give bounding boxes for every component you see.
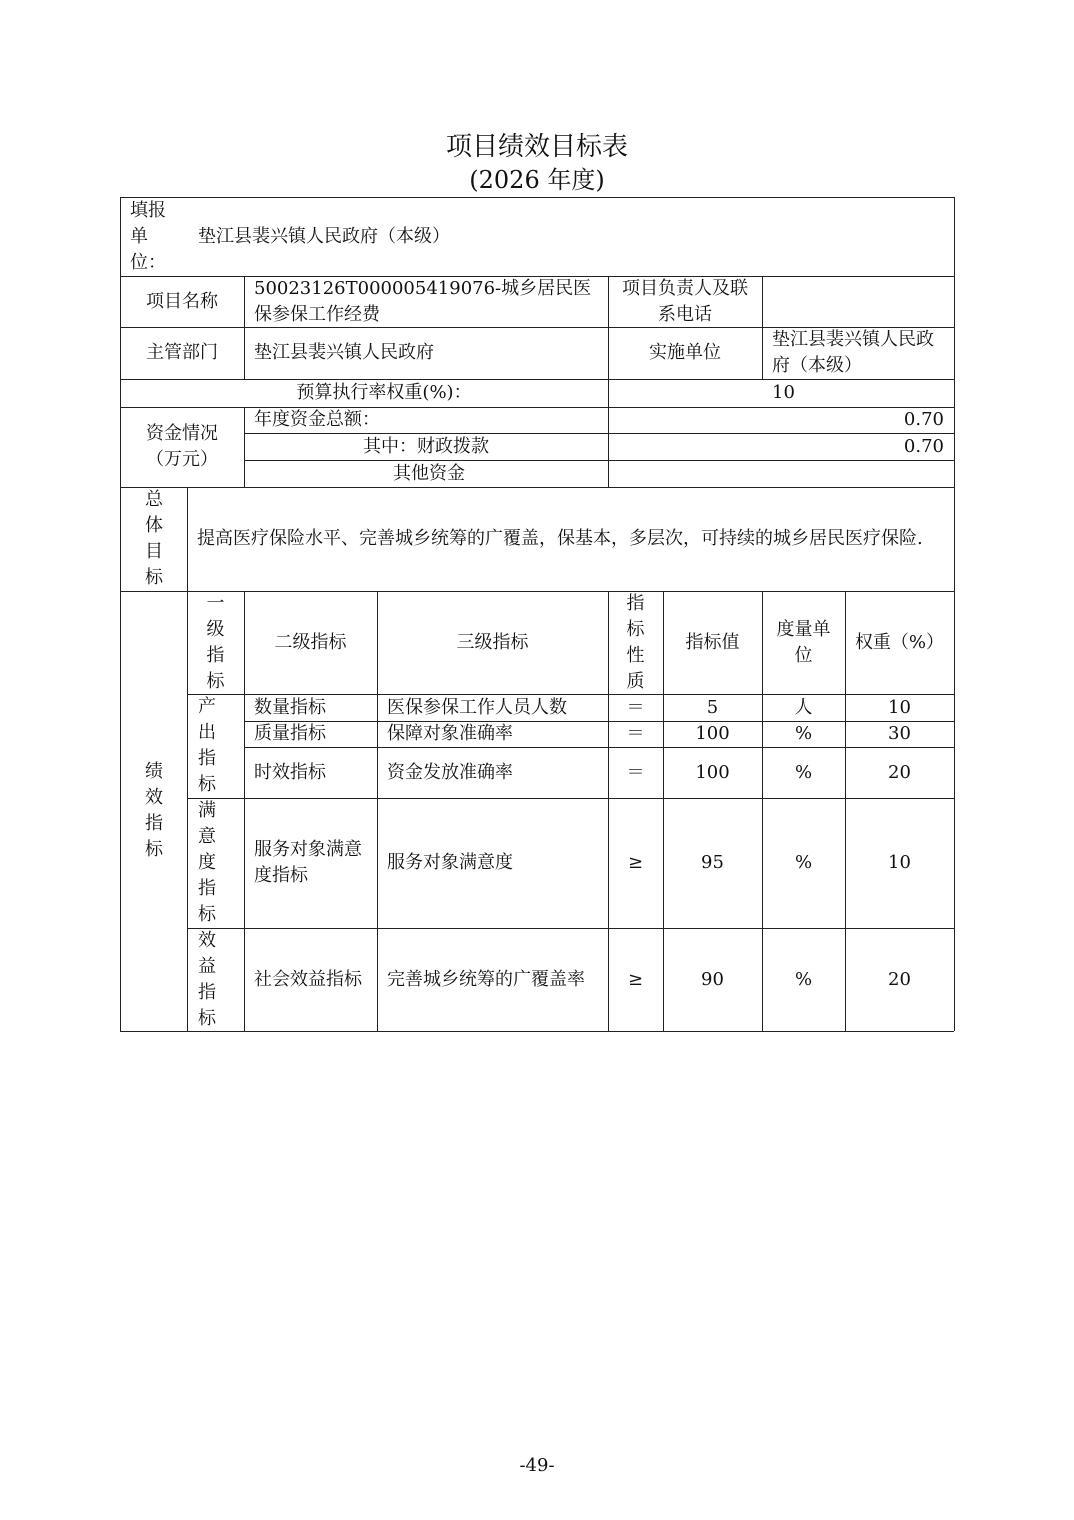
funds-total-label: 年度资金总额： [254,409,380,430]
row-level2: 服务对象满意度指标 [254,839,362,886]
row-level2: 质量指标 [254,723,326,744]
fill-unit-label: 填报单位： [130,199,166,273]
row-value: 90 [701,968,724,990]
row-value: 95 [701,852,724,873]
row-nature: ＝ [626,723,645,744]
page-subtitle: (2026 年度) [469,166,605,194]
page-number: -49- [519,1455,555,1476]
header-nature: 指标性质 [626,592,645,692]
row-level2: 数量指标 [254,696,326,718]
goal-text: 提高医疗保险水平、完善城乡统筹的广覆盖，保基本，多层次，可持续的城乡居民医疗保险. [197,528,923,549]
budget-rate-value: 10 [772,382,795,403]
row-weight: 20 [888,968,911,990]
row-weight: 10 [888,852,911,873]
header-weight: 权重（%） [854,631,945,653]
funds-label: 资金情况（万元） [146,423,218,470]
indicators-section-label: 绩效指标 [145,761,163,860]
row-weight: 20 [888,761,911,783]
row-nature: ≥ [627,968,644,990]
goal-label: 总体目标 [145,489,163,588]
group-satisfaction: 满意度指标 [198,800,216,925]
row-weight: 10 [888,696,911,718]
group-benefit: 效益指标 [198,929,216,1029]
impl-unit-value: 垫江县裴兴镇人民政府（本级） [772,329,934,376]
header-unit: 度量单位 [776,618,831,666]
row-level3: 医保参保工作人员人数 [387,696,567,718]
header-level1: 一级指标 [206,592,225,692]
row-value: 5 [706,696,719,718]
row-value: 100 [695,761,730,783]
row-unit: % [794,968,813,990]
project-name-value: 50023126T000005419076-城乡居民医保参保工作经费 [254,277,592,325]
group-output: 产出指标 [198,696,216,795]
row-nature: ＝ [626,761,645,783]
row-level2: 时效指标 [254,761,326,783]
row-level3: 完善城乡统筹的广覆盖率 [387,968,585,990]
row-unit: % [794,723,813,744]
page-title: 项目绩效目标表 [445,132,628,162]
header-value: 指标值 [685,631,740,653]
row-unit: % [794,761,813,783]
project-contact-label: 项目负责人及联系电话 [622,277,748,325]
funds-fiscal-label: 其中：财政拨款 [363,435,489,457]
header-level2: 二级指标 [274,631,347,653]
dept-label: 主管部门 [146,342,218,363]
header-level3: 三级指标 [456,631,529,653]
impl-unit-label: 实施单位 [649,342,721,363]
funds-other-label: 其他资金 [393,462,465,484]
row-level2: 社会效益指标 [254,968,362,990]
funds-total-value: 0.70 [903,409,944,430]
fill-unit-value: 垫江县裴兴镇人民政府（本级） [198,225,450,247]
project-name-label: 项目名称 [146,290,218,312]
row-value: 100 [695,723,730,744]
dept-value: 垫江县裴兴镇人民政府 [254,342,434,363]
funds-fiscal-value: 0.70 [903,435,944,457]
row-unit: % [794,852,813,873]
funds-other-value [608,460,954,487]
project-contact-value [762,276,954,327]
row-level3: 保障对象准确率 [387,723,513,744]
row-nature: ≥ [627,852,644,873]
row-level3: 资金发放准确率 [387,761,513,783]
row-nature: ＝ [626,696,645,718]
row-unit: 人 [794,696,813,718]
budget-rate-label: 预算执行率权重(%)： [296,382,472,403]
row-weight: 30 [888,723,911,744]
row-level3: 服务对象满意度 [387,852,513,873]
